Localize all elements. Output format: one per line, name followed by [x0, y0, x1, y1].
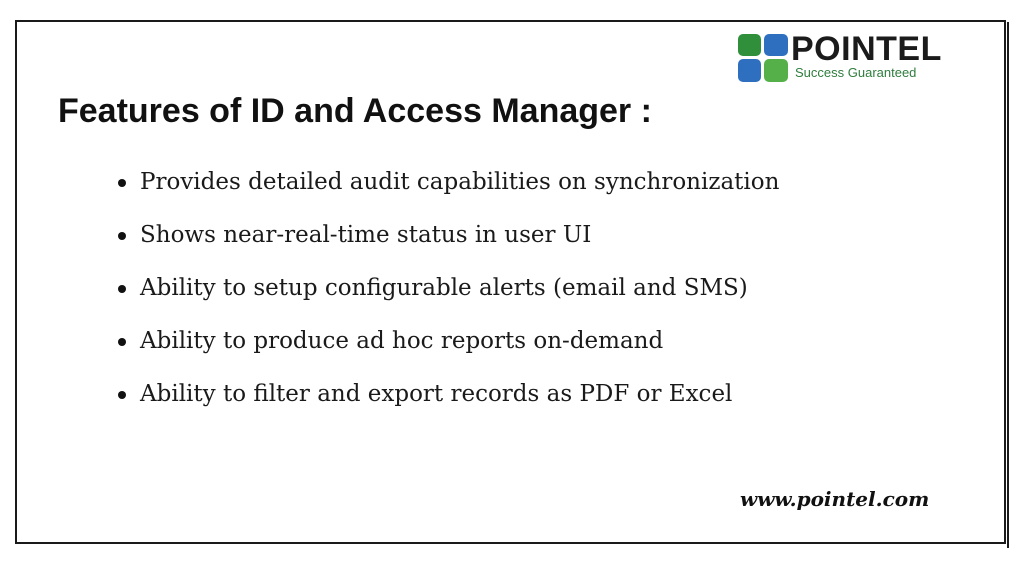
- feature-text: Provides detailed audit capabilities on synchronization: [140, 169, 780, 195]
- feature-text: Ability to produce ad hoc reports on-demand: [140, 328, 664, 354]
- bullet-icon: [118, 391, 126, 399]
- slide-frame-edge: [1007, 22, 1009, 548]
- feature-item: [116, 378, 779, 431]
- feature-item: [116, 219, 779, 272]
- bullet-icon: [118, 338, 126, 346]
- logo-mark-icon: [738, 34, 788, 82]
- pointel-logo: [738, 30, 948, 84]
- bullet-icon: [118, 285, 126, 293]
- logo-name: POINTEL: [791, 30, 942, 68]
- logo-tagline: Success Guaranteed: [795, 65, 917, 80]
- bullet-icon: [118, 232, 126, 240]
- feature-text: Ability to setup configurable alerts (email and SMS): [140, 275, 748, 301]
- bullet-icon: [118, 179, 126, 187]
- feature-item: [116, 166, 779, 219]
- feature-list: [116, 166, 779, 431]
- feature-item: [116, 272, 779, 325]
- feature-text: Ability to filter and export records as PDF or Excel: [140, 381, 733, 407]
- website-link[interactable]: www.pointel.com: [740, 487, 930, 511]
- feature-text: Shows near-real-time status in user UI: [140, 222, 592, 248]
- feature-item: [116, 325, 779, 378]
- slide-title: Features of ID and Access Manager :: [58, 92, 652, 130]
